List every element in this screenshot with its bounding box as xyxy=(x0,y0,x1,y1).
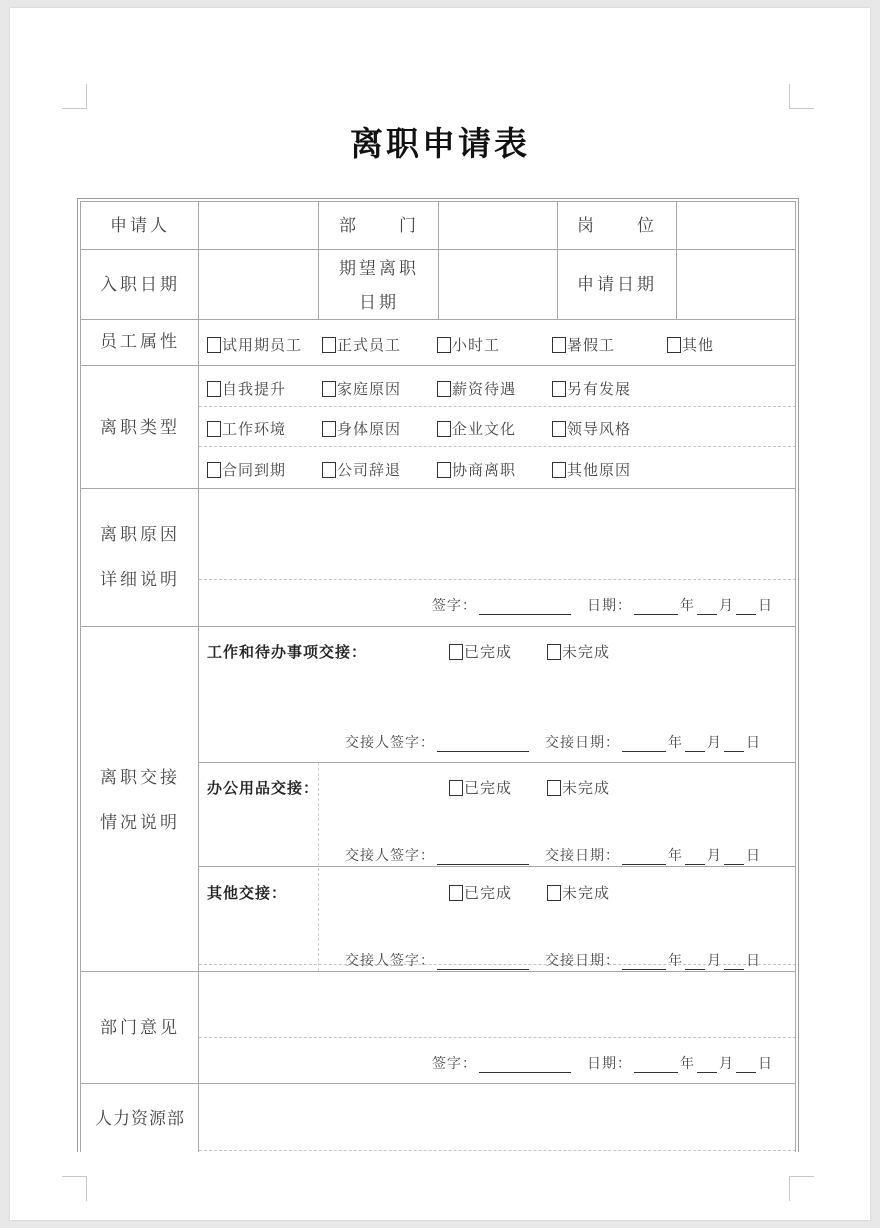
checkbox[interactable] xyxy=(552,421,566,437)
type-option[interactable]: 身体原因 xyxy=(322,418,401,439)
attr-option[interactable]: 其他 xyxy=(667,334,714,355)
checkbox[interactable] xyxy=(207,337,221,353)
checkbox[interactable] xyxy=(449,644,463,660)
checkbox[interactable] xyxy=(437,337,451,353)
checkbox[interactable] xyxy=(547,885,561,901)
table-line xyxy=(199,866,796,867)
type-option[interactable]: 协商离职 xyxy=(437,459,516,480)
checkbox[interactable] xyxy=(667,337,681,353)
checkbox[interactable] xyxy=(547,644,561,660)
work-handover-signature[interactable]: 交接人签字： 交接日期： 年 月 日 xyxy=(345,735,761,751)
hire-date-label: 入职日期 xyxy=(100,275,180,295)
type-option[interactable]: 企业文化 xyxy=(437,418,516,439)
table-line xyxy=(80,626,796,627)
checkbox[interactable] xyxy=(322,421,336,437)
table-line xyxy=(438,201,439,319)
table-line xyxy=(795,201,796,1152)
checkbox[interactable] xyxy=(437,381,451,397)
checkbox[interactable] xyxy=(449,780,463,796)
table-line xyxy=(80,1083,796,1084)
department-signature-line[interactable]: 签字： 日期： 年 月 日 xyxy=(432,1056,773,1072)
department-opinion-label: 部门意见 xyxy=(100,1018,180,1038)
table-line xyxy=(199,446,796,447)
attr-option[interactable]: 正式员工 xyxy=(322,334,401,355)
expected-leave-label-2: 日期 xyxy=(359,293,399,313)
attr-option[interactable]: 小时工 xyxy=(437,334,500,355)
crop-mark xyxy=(789,1176,814,1201)
crop-mark xyxy=(62,84,87,109)
handover-label-2: 情况说明 xyxy=(100,813,180,833)
table-line xyxy=(199,406,796,407)
checkbox[interactable] xyxy=(449,885,463,901)
checkbox[interactable] xyxy=(437,462,451,478)
office-done-option[interactable]: 已完成 xyxy=(449,777,512,798)
table-line xyxy=(318,201,319,319)
apply-date-label: 申请日期 xyxy=(577,275,657,295)
reason-label-2: 详细说明 xyxy=(100,570,180,590)
form-title: 离职申请表 xyxy=(350,124,530,163)
crop-mark xyxy=(62,1176,87,1201)
office-handover-title: 办公用品交接： xyxy=(207,779,320,797)
reason-label: 离职原因 xyxy=(100,525,180,545)
checkbox[interactable] xyxy=(207,381,221,397)
table-line xyxy=(199,1150,796,1151)
type-option[interactable]: 工作环境 xyxy=(207,418,286,439)
checkbox[interactable] xyxy=(322,337,336,353)
type-option[interactable]: 家庭原因 xyxy=(322,378,401,399)
type-option[interactable]: 领导风格 xyxy=(552,418,631,439)
table-line xyxy=(199,762,796,763)
checkbox[interactable] xyxy=(552,462,566,478)
table-line xyxy=(80,488,796,489)
type-option[interactable]: 公司辞退 xyxy=(322,459,401,480)
applicant-label: 申请人 xyxy=(110,216,170,236)
checkbox[interactable] xyxy=(547,780,561,796)
hr-label: 人力资源部 xyxy=(95,1109,185,1129)
attr-option[interactable]: 试用期员工 xyxy=(207,334,302,355)
other-done-option[interactable]: 已完成 xyxy=(449,882,512,903)
checkbox[interactable] xyxy=(437,421,451,437)
checkbox[interactable] xyxy=(552,381,566,397)
table-line xyxy=(199,579,796,580)
work-done-option[interactable]: 已完成 xyxy=(449,641,512,662)
attr-option[interactable]: 暑假工 xyxy=(552,334,615,355)
table-line xyxy=(199,1037,796,1038)
checkbox[interactable] xyxy=(207,462,221,478)
handover-label: 离职交接 xyxy=(100,768,180,788)
type-option[interactable]: 合同到期 xyxy=(207,459,286,480)
other-undone-option[interactable]: 未完成 xyxy=(547,882,610,903)
crop-mark xyxy=(789,84,814,109)
work-handover-title: 工作和待办事项交接： xyxy=(207,643,368,661)
reason-signature-line[interactable]: 签字： 日期： 年 月 日 xyxy=(432,598,773,614)
table-line xyxy=(80,365,796,366)
other-handover-title: 其他交接： xyxy=(207,884,288,902)
checkbox[interactable] xyxy=(322,462,336,478)
work-undone-option[interactable]: 未完成 xyxy=(547,641,610,662)
office-handover-signature[interactable]: 交接人签字： 交接日期： 年 月 日 xyxy=(345,848,761,864)
other-handover-signature[interactable]: 交接人签字： 交接日期： 年 月 日 xyxy=(345,953,761,969)
table-line xyxy=(80,971,796,972)
position-label: 岗 位 xyxy=(577,216,657,236)
expected-leave-label: 期望离职 xyxy=(339,259,419,279)
type-option[interactable]: 另有发展 xyxy=(552,378,631,399)
office-undone-option[interactable]: 未完成 xyxy=(547,777,610,798)
leave-type-label: 离职类型 xyxy=(100,418,180,438)
checkbox[interactable] xyxy=(322,381,336,397)
type-option[interactable]: 其他原因 xyxy=(552,459,631,480)
type-option[interactable]: 自我提升 xyxy=(207,378,286,399)
department-label: 部 门 xyxy=(339,216,419,236)
employee-attribute-label: 员工属性 xyxy=(100,332,180,352)
type-option[interactable]: 薪资待遇 xyxy=(437,378,516,399)
checkbox[interactable] xyxy=(552,337,566,353)
checkbox[interactable] xyxy=(207,421,221,437)
